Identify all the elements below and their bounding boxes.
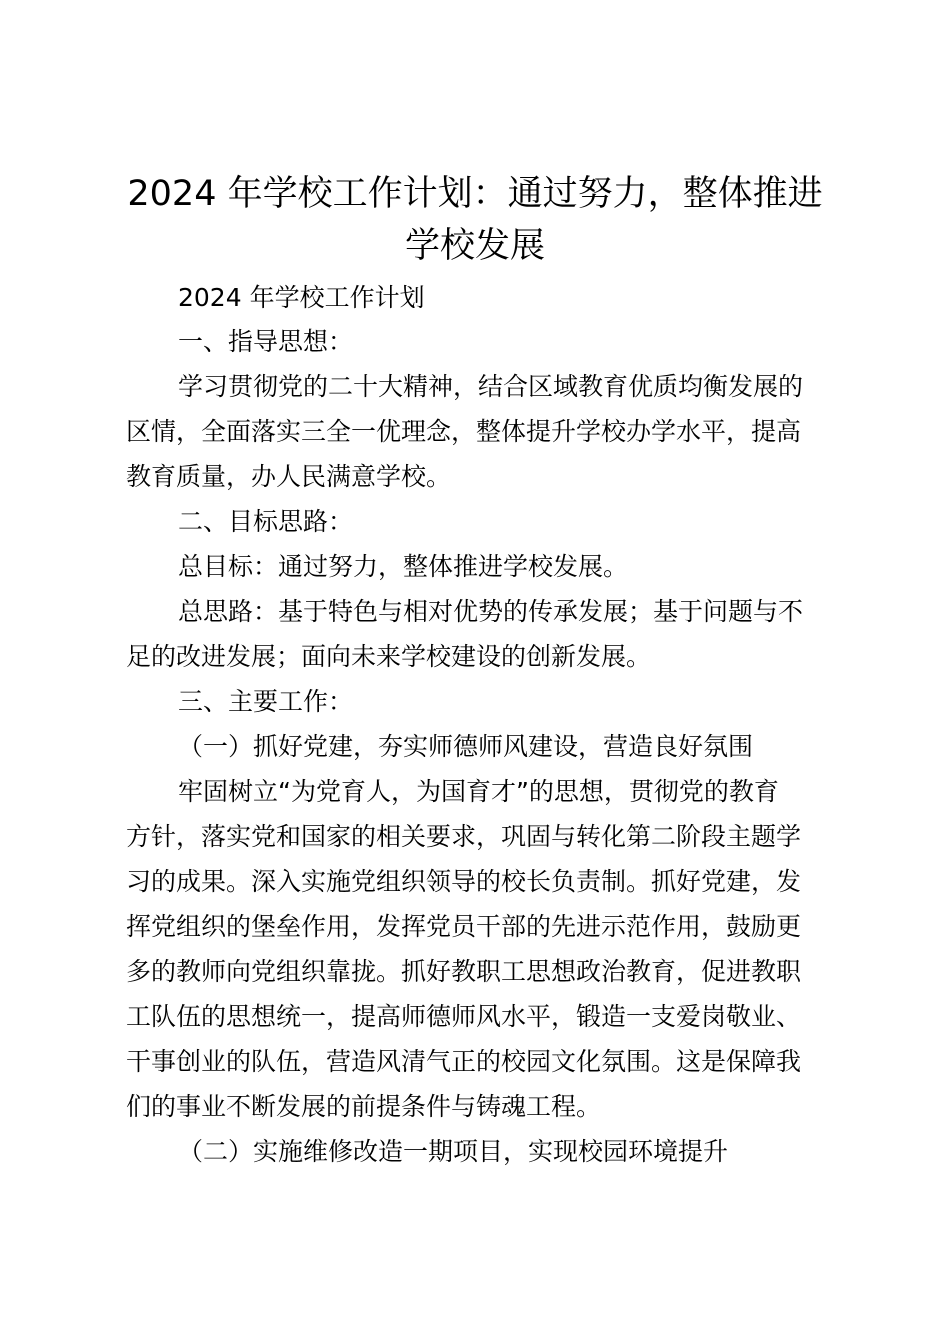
paragraph-line: 多的教师向党组织靠拢。抓好教职工思想政治教育，促进教职 xyxy=(126,957,802,986)
paragraph-line: 教育质量，办人民满意学校。 xyxy=(126,462,452,491)
subtitle-line: 2024 年学校工作计划 xyxy=(178,283,425,312)
paragraph-line: 挥党组织的堡垒作用，发挥党员干部的先进示范作用，鼓励更 xyxy=(126,912,802,941)
paragraph-line: 方针，落实党和国家的相关要求，巩固与转化第二阶段主题学 xyxy=(126,822,802,851)
paragraph-line: 习的成果。深入实施党组织领导的校长负责制。抓好党建，发 xyxy=(126,867,802,896)
paragraph-line: 总目标：通过努力，整体推进学校发展。 xyxy=(178,552,629,581)
paragraph-line: 区情，全面落实三全一优理念，整体提升学校办学水平，提高 xyxy=(126,417,802,446)
section-heading: 一、指导思想： xyxy=(178,327,354,356)
paragraph-line: 干事创业的队伍，营造风清气正的校园文化氛围。这是保障我 xyxy=(126,1047,802,1076)
subsection-heading: （二）实施维修改造一期项目，实现校园环境提升 xyxy=(178,1137,729,1166)
paragraph-line: 牢固树立“为党育人，为国育才”的思想，贯彻党的教育 xyxy=(178,777,779,806)
subsection-heading: （一）抓好党建，夯实师德师风建设，营造良好氛围 xyxy=(178,732,754,761)
document-title xyxy=(100,168,850,272)
paragraph-line: 总思路：基于特色与相对优势的传承发展；基于问题与不 xyxy=(178,597,804,626)
paragraph-line: 们的事业不断发展的前提条件与铸魂工程。 xyxy=(126,1092,602,1121)
paragraph-line: 足的改进发展；面向未来学校建设的创新发展。 xyxy=(126,642,652,671)
paragraph-line: 学习贯彻党的二十大精神，结合区域教育优质均衡发展的 xyxy=(178,372,804,401)
title-line-1: 2024 年学校工作计划：通过努力，整体推进 xyxy=(127,174,823,214)
paragraph-line: 工队伍的思想统一，提高师德师风水平，锻造一支爱岗敬业、 xyxy=(126,1002,802,1031)
section-heading: 三、主要工作： xyxy=(178,687,354,716)
section-heading: 二、目标思路： xyxy=(178,507,354,536)
title-line-2: 学校发展 xyxy=(404,226,545,266)
